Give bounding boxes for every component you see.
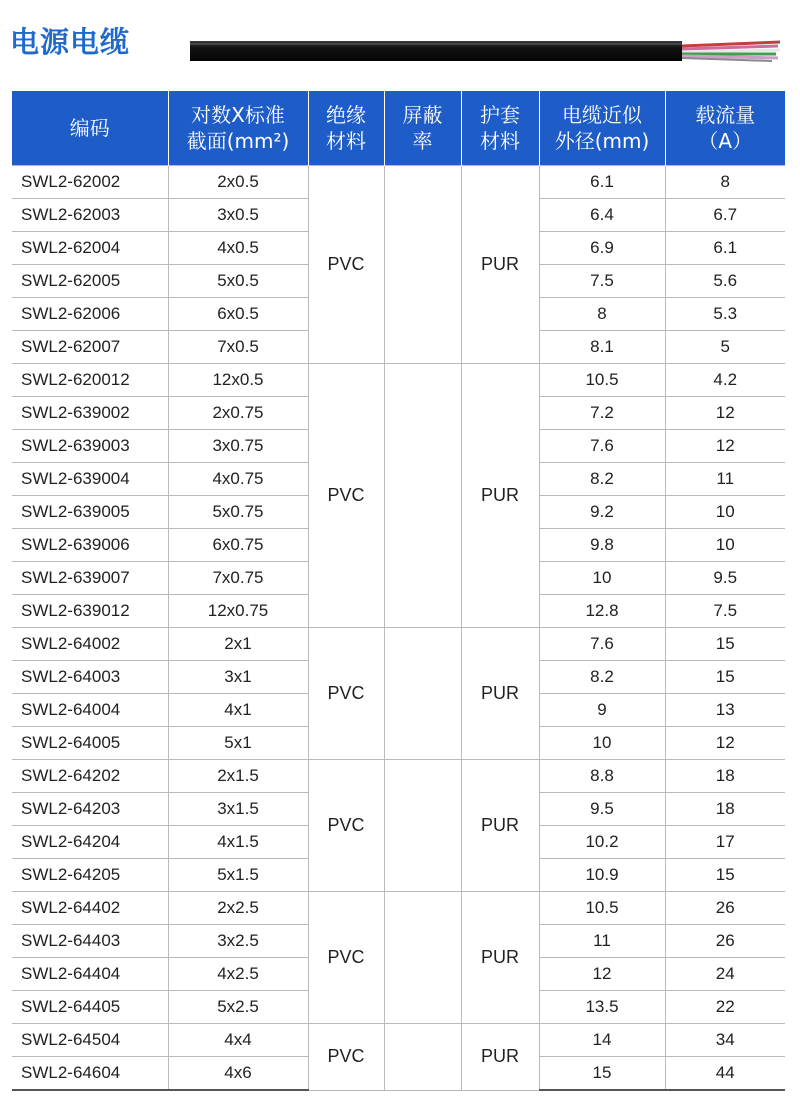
cell-diameter: 15: [539, 1057, 665, 1091]
cell-spec: 3x1: [168, 661, 308, 694]
cell-code: SWL2-62005: [12, 265, 168, 298]
cell-diameter: 10: [539, 562, 665, 595]
header-jacket: [461, 91, 539, 166]
cell-spec: 12x0.75: [168, 595, 308, 628]
cell-current: 12: [665, 727, 785, 760]
cell-shielding: [384, 892, 461, 1024]
cell-spec: 2x2.5: [168, 892, 308, 925]
cell-current: 17: [665, 826, 785, 859]
header-code: [12, 91, 168, 166]
cell-code: SWL2-64005: [12, 727, 168, 760]
header-code-line: 编码: [69, 116, 110, 140]
cell-current: 9.5: [665, 562, 785, 595]
cell-diameter: 6.9: [539, 232, 665, 265]
cell-spec: 3x0.75: [168, 430, 308, 463]
cell-current: 34: [665, 1024, 785, 1057]
cell-spec: 3x1.5: [168, 793, 308, 826]
header-spec: [168, 91, 308, 166]
cable-spec-table: [12, 91, 785, 1091]
cell-diameter: 7.6: [539, 430, 665, 463]
cell-code: SWL2-639012: [12, 595, 168, 628]
cell-diameter: 14: [539, 1024, 665, 1057]
cell-jacket: PUR: [461, 892, 539, 1024]
cell-current: 18: [665, 760, 785, 793]
table-row: [12, 364, 785, 397]
cell-spec: 6x0.5: [168, 298, 308, 331]
cell-diameter: 13.5: [539, 991, 665, 1024]
cell-code: SWL2-64203: [12, 793, 168, 826]
header-diameter: [539, 91, 665, 166]
cell-current: 4.2: [665, 364, 785, 397]
cell-code: SWL2-64404: [12, 958, 168, 991]
cell-current: 22: [665, 991, 785, 1024]
cell-current: 5: [665, 331, 785, 364]
cell-insulation: PVC: [308, 628, 384, 760]
cell-spec: 7x0.75: [168, 562, 308, 595]
header-shielding: [384, 91, 461, 166]
cell-shielding: [384, 166, 461, 364]
table-header: [12, 91, 785, 166]
cell-current: 12: [665, 430, 785, 463]
cell-diameter: 8.2: [539, 661, 665, 694]
cell-spec: 5x1.5: [168, 859, 308, 892]
cell-code: SWL2-64204: [12, 826, 168, 859]
cell-code: SWL2-639003: [12, 430, 168, 463]
cell-spec: 4x1: [168, 694, 308, 727]
cell-current: 26: [665, 892, 785, 925]
table-row: [12, 892, 785, 925]
header-diameter-line: 外径(mm): [554, 129, 650, 153]
cell-diameter: 10.5: [539, 364, 665, 397]
cell-spec: 2x1: [168, 628, 308, 661]
cell-current: 6.7: [665, 199, 785, 232]
cell-diameter: 9.2: [539, 496, 665, 529]
cell-code: SWL2-62003: [12, 199, 168, 232]
cell-diameter: 8.8: [539, 760, 665, 793]
cell-diameter: 9.8: [539, 529, 665, 562]
header-spec-line: 对数X标准: [191, 103, 285, 127]
cell-spec: 4x1.5: [168, 826, 308, 859]
table-row: [12, 628, 785, 661]
cell-spec: 3x2.5: [168, 925, 308, 958]
header-row: [12, 91, 785, 166]
cell-diameter: 10.2: [539, 826, 665, 859]
header-insulation-line: 材料: [326, 129, 366, 153]
cell-diameter: 12.8: [539, 595, 665, 628]
cell-current: 5.3: [665, 298, 785, 331]
cell-shielding: [384, 628, 461, 760]
cell-code: SWL2-620012: [12, 364, 168, 397]
cell-spec: 2x0.75: [168, 397, 308, 430]
cell-spec: 2x0.5: [168, 166, 308, 199]
cell-code: SWL2-639005: [12, 496, 168, 529]
cell-current: 26: [665, 925, 785, 958]
cell-current: 15: [665, 628, 785, 661]
header-insulation-line: 绝缘: [326, 103, 366, 127]
cell-jacket: PUR: [461, 628, 539, 760]
cell-current: 6.1: [665, 232, 785, 265]
page-title: 电源电缆: [10, 25, 131, 59]
cell-code: SWL2-62004: [12, 232, 168, 265]
cell-spec: 4x0.75: [168, 463, 308, 496]
cell-insulation: PVC: [308, 166, 384, 364]
table-row: [12, 166, 785, 199]
cell-diameter: 10.9: [539, 859, 665, 892]
cell-code: SWL2-64504: [12, 1024, 168, 1057]
cell-current: 8: [665, 166, 785, 199]
cell-diameter: 6.4: [539, 199, 665, 232]
cell-insulation: PVC: [308, 892, 384, 1024]
cell-spec: 4x6: [168, 1057, 308, 1091]
cell-diameter: 9.5: [539, 793, 665, 826]
cell-insulation: PVC: [308, 1024, 384, 1091]
header-current-line: （A）: [698, 129, 753, 153]
header-current: [665, 91, 785, 166]
cell-code: SWL2-64604: [12, 1057, 168, 1091]
cell-shielding: [384, 760, 461, 892]
cell-current: 12: [665, 397, 785, 430]
cell-jacket: PUR: [461, 364, 539, 628]
cell-code: SWL2-64405: [12, 991, 168, 1024]
cell-diameter: 7.2: [539, 397, 665, 430]
cell-diameter: 11: [539, 925, 665, 958]
cell-diameter: 12: [539, 958, 665, 991]
cell-code: SWL2-639006: [12, 529, 168, 562]
cell-current: 44: [665, 1057, 785, 1091]
cell-shielding: [384, 1024, 461, 1091]
cell-spec: 5x0.75: [168, 496, 308, 529]
cell-code: SWL2-62006: [12, 298, 168, 331]
cell-insulation: PVC: [308, 760, 384, 892]
cell-current: 24: [665, 958, 785, 991]
cell-current: 10: [665, 529, 785, 562]
cell-code: SWL2-639007: [12, 562, 168, 595]
cell-diameter: 10: [539, 727, 665, 760]
cell-code: SWL2-639002: [12, 397, 168, 430]
cell-spec: 3x0.5: [168, 199, 308, 232]
header-spec-line: 截面(mm²): [186, 129, 290, 153]
cell-diameter: 9: [539, 694, 665, 727]
header-jacket-line: 材料: [480, 129, 520, 153]
table-body: [12, 166, 785, 1091]
header-insulation: [308, 91, 384, 166]
cell-diameter: 6.1: [539, 166, 665, 199]
cell-jacket: PUR: [461, 1024, 539, 1091]
cell-code: SWL2-64202: [12, 760, 168, 793]
cell-insulation: PVC: [308, 364, 384, 628]
cell-current: 5.6: [665, 265, 785, 298]
cable-image: [190, 40, 780, 62]
cell-current: 13: [665, 694, 785, 727]
cell-code: SWL2-62007: [12, 331, 168, 364]
cell-code: SWL2-64403: [12, 925, 168, 958]
header-diameter-line: 电缆近似: [562, 103, 642, 127]
cell-current: 15: [665, 661, 785, 694]
cell-spec: 5x2.5: [168, 991, 308, 1024]
cell-current: 18: [665, 793, 785, 826]
cell-spec: 6x0.75: [168, 529, 308, 562]
header-current-line: 载流量: [695, 103, 756, 127]
cell-spec: 5x1: [168, 727, 308, 760]
cell-code: SWL2-64402: [12, 892, 168, 925]
cell-code: SWL2-64004: [12, 694, 168, 727]
cell-diameter: 8: [539, 298, 665, 331]
cell-spec: 12x0.5: [168, 364, 308, 397]
cell-spec: 7x0.5: [168, 331, 308, 364]
header-jacket-line: 护套: [480, 103, 520, 127]
cell-current: 11: [665, 463, 785, 496]
cell-spec: 4x2.5: [168, 958, 308, 991]
cell-code: SWL2-639004: [12, 463, 168, 496]
cell-spec: 2x1.5: [168, 760, 308, 793]
cell-code: SWL2-64002: [12, 628, 168, 661]
cell-code: SWL2-62002: [12, 166, 168, 199]
table-row: [12, 1024, 785, 1057]
cell-diameter: 7.6: [539, 628, 665, 661]
cell-jacket: PUR: [461, 760, 539, 892]
cell-diameter: 10.5: [539, 892, 665, 925]
header-shielding-line: 屏蔽: [402, 103, 443, 127]
cell-current: 15: [665, 859, 785, 892]
cell-spec: 5x0.5: [168, 265, 308, 298]
cell-code: SWL2-64003: [12, 661, 168, 694]
cell-diameter: 8.2: [539, 463, 665, 496]
cell-current: 10: [665, 496, 785, 529]
cell-jacket: PUR: [461, 166, 539, 364]
cell-spec: 4x4: [168, 1024, 308, 1057]
cell-code: SWL2-64205: [12, 859, 168, 892]
cell-shielding: [384, 364, 461, 628]
cell-diameter: 7.5: [539, 265, 665, 298]
table-row: [12, 760, 785, 793]
cell-current: 7.5: [665, 595, 785, 628]
cell-diameter: 8.1: [539, 331, 665, 364]
cell-spec: 4x0.5: [168, 232, 308, 265]
header-shielding-line: 率: [412, 129, 433, 153]
